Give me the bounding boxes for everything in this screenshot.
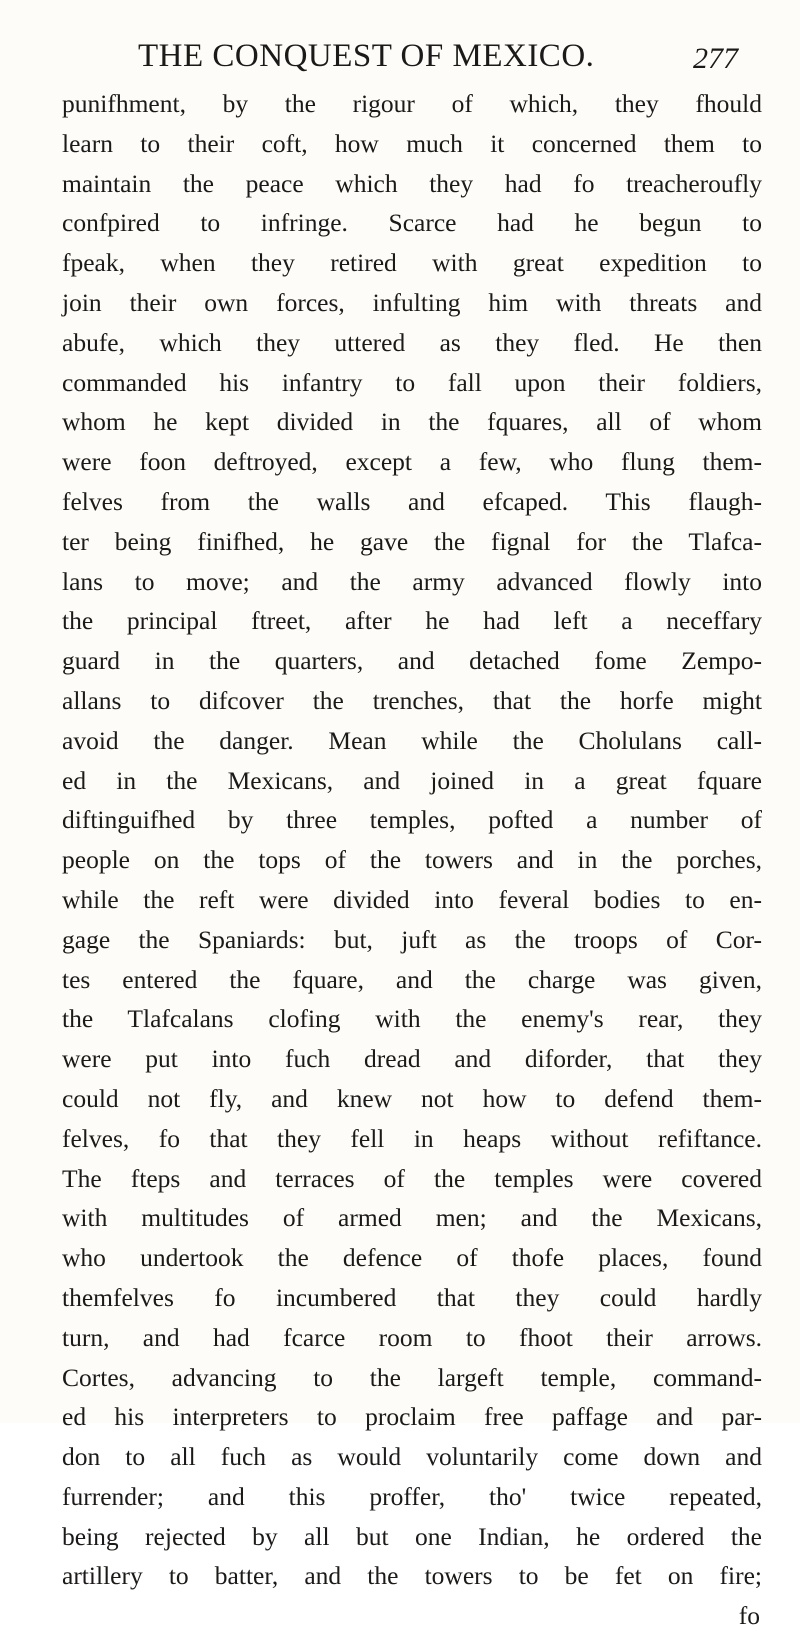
text-line: felves from the walls and efcaped. This flaugh-: [62, 486, 762, 516]
text-line: punifhment, by the rigour of which, they fhould: [62, 89, 762, 118]
text-line: people on the tops of the towers and in the porches,: [62, 845, 762, 875]
text-line: artillery to batter, and the towers to be fet on fire;: [62, 1561, 762, 1591]
text-line: confpired to infringe. Scarce had he begun to: [62, 208, 762, 238]
text-line: whom he kept divided in the fquares, all of whom: [62, 407, 762, 437]
text-line: join their own forces, infulting him with threats and: [62, 287, 762, 317]
text-line: ed his interpreters to proclaim free paffage and par-: [62, 1402, 762, 1432]
text-line: Cortes, advancing to the largeft temple, command-: [62, 1362, 762, 1392]
text-line: abufe, which they uttered as they fled. He then: [62, 327, 762, 357]
running-head: [138, 38, 738, 88]
text-line: tes entered the fquare, and the charge was given,: [62, 964, 762, 994]
text-line: ed in the Mexicans, and joined in a great fquare: [62, 765, 762, 795]
text-line: commanded his infantry to fall upon their foldiers,: [62, 367, 762, 397]
text-line: don to all fuch as would voluntarily come down and: [62, 1442, 762, 1472]
text-line: while the reft were divided into feveral bodies to en-: [62, 884, 762, 914]
page-number: 277: [693, 42, 738, 75]
text-line: fpeak, when they retired with great expedition to: [62, 248, 762, 278]
text-line: were put into fuch dread and diforder, that they: [62, 1044, 762, 1074]
text-line: felves, fo that they fell in heaps without refiftance.: [62, 1123, 762, 1153]
text-line: guard in the quarters, and detached fome Zempo-: [62, 646, 762, 676]
text-line: who undertook the defence of thofe places, found: [62, 1243, 762, 1273]
text-line: turn, and had fcarce room to fhoot their arrows.: [62, 1322, 762, 1352]
text-line: learn to their coft, how much it concerned them to: [62, 128, 762, 158]
text-line: allans to difcover the trenches, that the horfe might: [62, 685, 762, 715]
text-line: lans to move; and the army advanced flowly into: [62, 566, 762, 596]
text-line: avoid the danger. Mean while the Cholulans call-: [62, 725, 762, 755]
text-line: the Tlafcalans clofing with the enemy's rear, they: [62, 1004, 762, 1034]
text-line: were foon deftroyed, except a few, who flung them-: [62, 447, 762, 477]
text-line: could not fly, and knew not how to defend them-: [62, 1083, 762, 1113]
text-line: maintain the peace which they had fo treacheroufly: [62, 168, 762, 198]
text-line: The fteps and terraces of the temples were covered: [62, 1163, 762, 1193]
catchword: fo: [738, 1601, 760, 1631]
text-line: ter being finifhed, he gave the fignal for the Tlafca-: [62, 526, 762, 556]
text-line: being rejected by all but one Indian, he ordered the: [62, 1521, 762, 1551]
text-line: furrender; and this proffer, tho' twice repeated,: [62, 1481, 762, 1511]
text-line: diftinguifhed by three temples, pofted a number of: [62, 805, 762, 835]
text-line: with multitudes of armed men; and the Mexicans,: [62, 1203, 762, 1233]
text-line: themfelves fo incumbered that they could hardly: [62, 1282, 762, 1312]
running-title: THE CONQUEST OF MEXICO.: [138, 38, 595, 74]
body-text: [62, 84, 762, 1636]
text-line: gage the Spaniards: but, juft as the troops of Cor-: [62, 924, 762, 954]
text-line: the principal ftreet, after he had left a neceffary: [62, 606, 762, 636]
